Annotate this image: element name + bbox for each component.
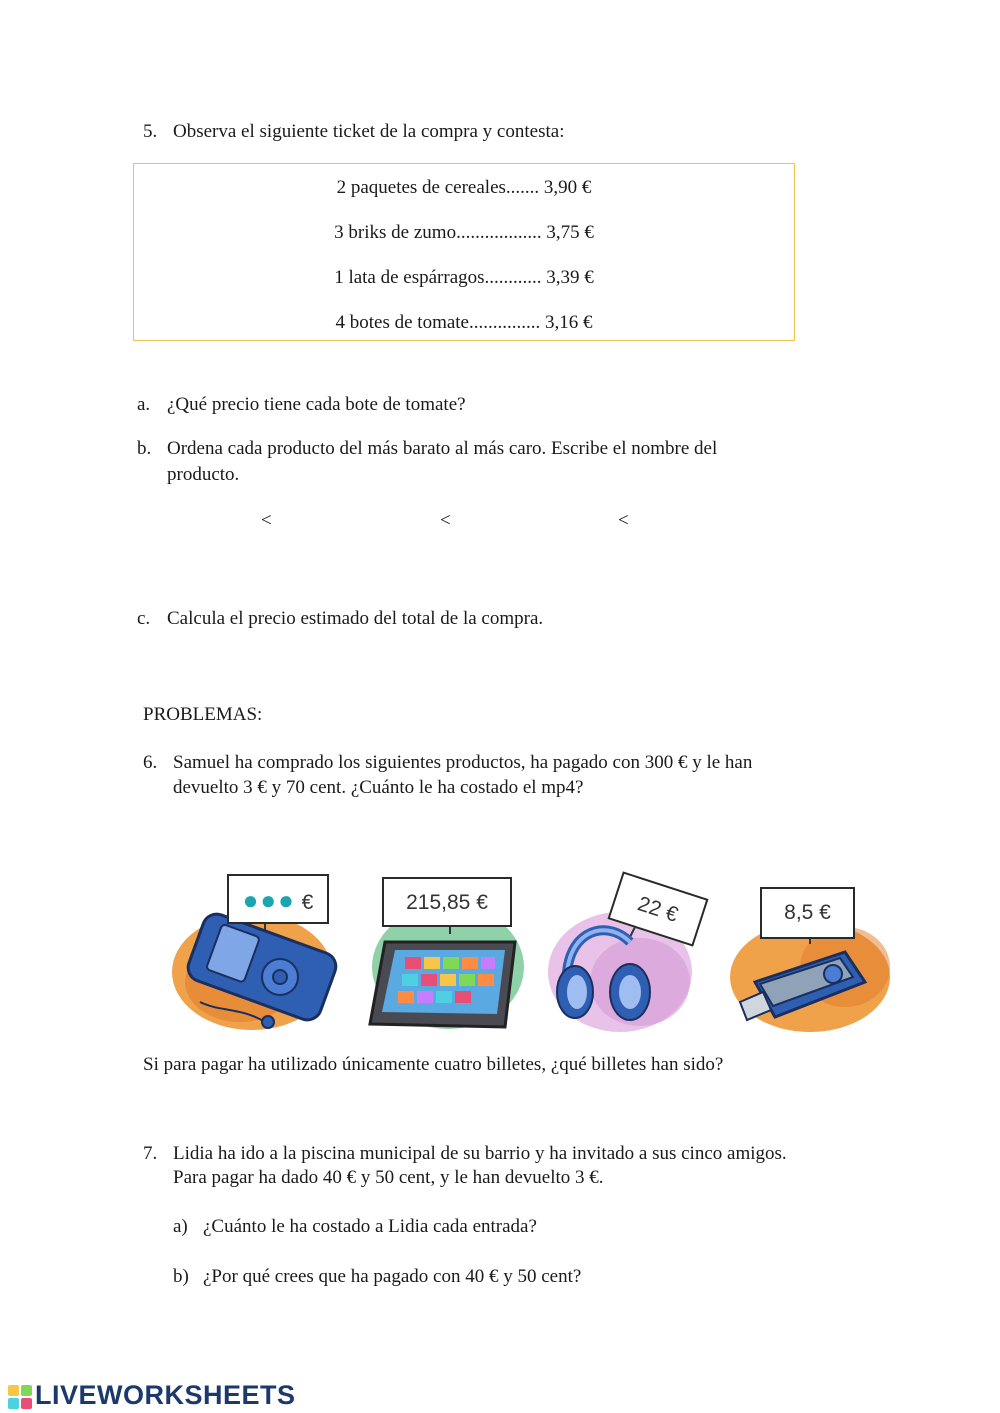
q5-number: 5. bbox=[143, 121, 158, 142]
ticket-line: 3 briks de zumo.................. 3,75 € bbox=[334, 222, 594, 243]
brand-name: LIVEWORKSHEETS bbox=[35, 1380, 296, 1410]
q5b-letter: b. bbox=[137, 438, 152, 459]
purchase-ticket bbox=[133, 163, 795, 341]
q6-text-line2: devuelto 3 € y 70 cent. ¿Cuánto le ha costado el mp4? bbox=[173, 777, 584, 798]
q7b-text: ¿Por qué crees que ha pagado con 40 € y 50 cent? bbox=[203, 1266, 582, 1287]
q6-text-line1: Samuel ha comprado los siguientes productos, ha pagado con 300 € y le han bbox=[173, 752, 753, 773]
q5a-text: ¿Qué precio tiene cada bote de tomate? bbox=[167, 394, 466, 415]
usb-price-tag: 8,5 € bbox=[760, 887, 855, 939]
order-sign: < bbox=[618, 510, 629, 531]
order-sign: < bbox=[261, 510, 272, 531]
q5-prompt: Observa el siguiente ticket de la compra y contesta: bbox=[173, 121, 565, 142]
q7b-letter: b) bbox=[173, 1266, 189, 1287]
q5c-letter: c. bbox=[137, 608, 151, 629]
tablet-illustration bbox=[360, 862, 530, 1034]
headphones-illustration bbox=[545, 862, 715, 1034]
headphones-price-tag: 22 € bbox=[607, 871, 708, 946]
q7-number: 7. bbox=[143, 1143, 158, 1164]
q7-text-line1: Lidia ha ido a la piscina municipal de su barrio y ha invitado a sus cinco amigos. bbox=[173, 1143, 787, 1164]
q7a-text: ¿Cuánto le ha costado a Lidia cada entrada? bbox=[203, 1216, 537, 1237]
usb-stick-illustration bbox=[725, 862, 895, 1034]
q5b-text-line1: Ordena cada producto del más barato al más caro. Escribe el nombre del bbox=[167, 438, 718, 459]
liveworksheets-brand bbox=[8, 1380, 296, 1411]
product-illustrations bbox=[170, 862, 900, 1034]
q5a-letter: a. bbox=[137, 394, 151, 415]
mp4-player-illustration bbox=[170, 862, 340, 1034]
ticket-line: 4 botes de tomate............... 3,16 € bbox=[335, 312, 593, 333]
mp4-price-currency: € bbox=[301, 891, 314, 914]
q6-number: 6. bbox=[143, 752, 158, 773]
ticket-line: 1 lata de espárragos............ 3,39 € bbox=[334, 267, 594, 288]
order-sign: < bbox=[440, 510, 451, 531]
hidden-price-dots: ●●● bbox=[242, 885, 296, 915]
problems-heading: PROBLEMAS: bbox=[143, 704, 263, 725]
tablet-price-tag: 215,85 € bbox=[382, 877, 512, 927]
liveworksheets-logo-icon bbox=[8, 1385, 32, 1409]
q7a-letter: a) bbox=[173, 1216, 188, 1237]
q5b-text-line2: producto. bbox=[167, 464, 240, 485]
mp4-price-tag bbox=[227, 874, 329, 924]
ticket-line: 2 paquetes de cereales....... 3,90 € bbox=[336, 177, 592, 198]
q5c-text: Calcula el precio estimado del total de la compra. bbox=[167, 608, 544, 629]
q7-text-line2: Para pagar ha dado 40 € y 50 cent, y le han devuelto 3 €. bbox=[173, 1167, 604, 1188]
q6-followup: Si para pagar ha utilizado únicamente cuatro billetes, ¿qué billetes han sido? bbox=[143, 1054, 724, 1075]
